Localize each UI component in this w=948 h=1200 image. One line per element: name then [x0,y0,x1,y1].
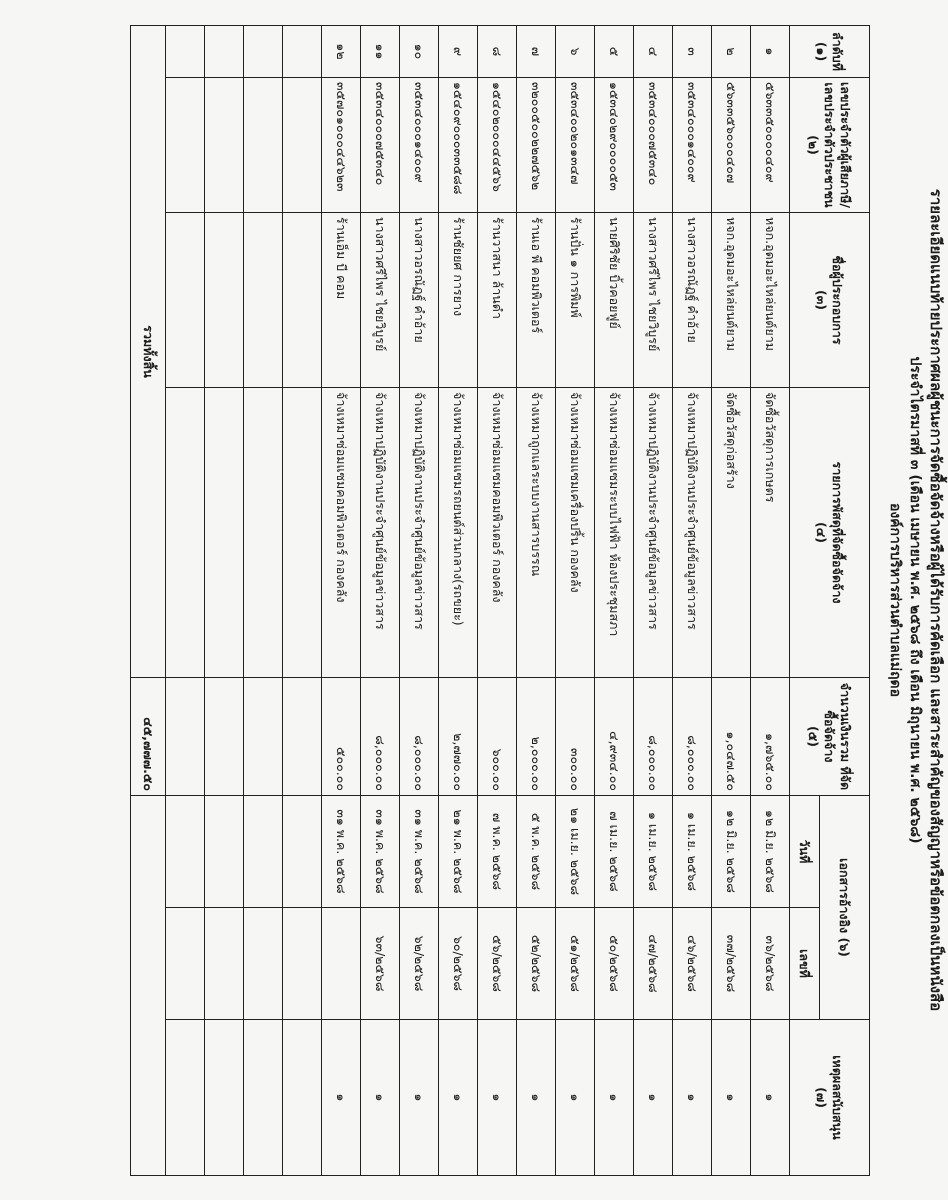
table-row [322,26,361,1176]
blank-cell [166,1020,205,1176]
cell-date: ๑ เม.ย. ๒๕๖๘ [634,796,673,908]
document-subtitle-org: องค์การบริหารส่วนตำบลแม่ฤดอ [887,502,903,698]
cell-seq: ๙ [439,26,478,78]
cell-item: จ้างเหมาปฏิบัติงานประจำศูนย์ข้อมูลข่าวสาร [634,388,673,678]
blank-cell [166,678,205,796]
cell-reason: ๑ [439,1020,478,1176]
table-row [439,26,478,1176]
cell-taxid: ๕๖๓๓๕๐๐๐๐๔๐๙ [751,78,790,213]
table-row [595,26,634,1176]
total-amount: ๔๕,๗๗๗.๕๐ [131,678,166,796]
cell-amount: ๑,๐๔๗.๕๐ [712,678,751,796]
cell-no: ๔๗/๒๕๖๘ [634,908,673,1020]
blank-cell [205,908,244,1020]
cell-date: ๑๒ มิ.ย. ๒๕๖๘ [712,796,751,908]
blank-cell [244,796,283,908]
cell-name: ร้านเอ พี คอมพิวเตอร์ [517,213,556,388]
cell-seq: ๒ [712,26,751,78]
cell-reason: ๑ [517,1020,556,1176]
blank-cell [205,796,244,908]
blank-row [283,26,322,1176]
cell-name: นางสาวอรณัฏฐ์ คำอ้าย [400,213,439,388]
cell-amount: ๒,๗๗๐.๐๐ [439,678,478,796]
cell-seq: ๑๐ [400,26,439,78]
cell-taxid: ๓๒๐๐๕๐๐๒๒๗๕๖๒ [517,78,556,213]
cell-taxid: ๓๕๓๔๐๐๐๑๔๐๐๙ [400,78,439,213]
cell-no [322,908,361,1020]
cell-taxid: ๕๖๓๓๕๖๐๐๐๔๐๗ [712,78,751,213]
cell-date: ๗ เม.ย. ๒๕๖๘ [595,796,634,908]
table-row [673,26,712,1176]
cell-name: หจก.อุดมอะไหล่ยนต์ยาม [751,213,790,388]
cell-taxid: ๑๕๓๔๐๒๙๐๐๐๐๕๓ [595,78,634,213]
cell-seq: ๕ [595,26,634,78]
cell-name: หจก.อุดมอะไหล่ยนต์ยาม [712,213,751,388]
blank-row [166,26,205,1176]
procurement-table [130,25,870,1176]
cell-no: ๖๒/๒๕๖๘ [400,908,439,1020]
cell-taxid: ๓๕๓๔๐๐๐๗๕๓๔๐ [361,78,400,213]
blank-cell [283,26,322,78]
header-taxid: เลขประจำตัวผู้เสียภาษี/ เลขประจำตัวประชาชน (๒) [790,78,870,213]
cell-date: ๕ พ.ค. ๒๕๖๘ [517,796,556,908]
cell-item: จ้างเหมาซ่อมแซมรถยนต์ส่วนกลาง(รถขยะ) [439,388,478,678]
table-row [751,26,790,1176]
blank-cell [244,213,283,388]
blank-cell [283,78,322,213]
cell-taxid: ๓๕๓๔๐๐๒๐๑๓๔๗ [556,78,595,213]
cell-amount: ๘,๐๐๐.๐๐ [634,678,673,796]
cell-seq: ๑๑ [361,26,400,78]
blank-cell [205,78,244,213]
cell-name: ร้านชัยยศ การยาง [439,213,478,388]
cell-name: นางสาวอรณัฏฐ์ คำอ้าย [673,213,712,388]
cell-amount: ๔,๙๓๔.๐๐ [595,678,634,796]
cell-date: ๒๑ เม.ย. ๒๕๖๘ [556,796,595,908]
cell-taxid: ๑๕๔๐๒๐๐๐๔๔๕๖๖ [478,78,517,213]
cell-reason: ๑ [712,1020,751,1176]
header-ref: เอกสารอ้างอิง (๖) [820,796,870,1020]
header-seq: ลำดับที่ (๑) [790,26,870,78]
cell-name: ร้านเอ็ม บี คอม [322,213,361,388]
total-empty [131,796,166,1176]
cell-reason: ๑ [361,1020,400,1176]
blank-cell [283,796,322,908]
blank-cell [205,26,244,78]
cell-name: นางสาวศรีไพร ไชยวิบูรย์ [361,213,400,388]
table-row [361,26,400,1176]
blank-row [244,26,283,1176]
total-row [131,26,166,1176]
cell-amount: ๘,๐๐๐.๐๐ [361,678,400,796]
cell-item: จ้างเหมาซ่อมแซมคอมพิวเตอร์ กองคลัง [478,388,517,678]
document-sheet [130,25,945,1175]
cell-no: ๖๐/๒๕๖๘ [439,908,478,1020]
cell-seq: ๑ [751,26,790,78]
cell-name: นายศิริชัย บิ้วคอยฟูย์ [595,213,634,388]
cell-item: จ้างเหมาถูกแลระบบงานสารบรรณ [517,388,556,678]
blank-cell [205,678,244,796]
blank-cell [283,1020,322,1176]
table-row [478,26,517,1176]
cell-amount: ๘,๐๐๐.๐๐ [673,678,712,796]
cell-name: ร้านวาสนา ล้านดำ [478,213,517,388]
header-no: เลขที่ [790,908,820,1020]
cell-item: จ้างเหมาปฏิบัติงานประจำศูนย์ข้อมูลข่าวสาร [400,388,439,678]
cell-taxid: ๓๕๓๔๐๐๐๑๔๐๐๙ [673,78,712,213]
cell-reason: ๑ [478,1020,517,1176]
blank-cell [244,908,283,1020]
cell-no: ๔๖/๒๕๖๘ [673,908,712,1020]
blank-cell [205,388,244,678]
blank-row [205,26,244,1176]
header-name: ชื่อผู้ประกอบการ (๓) [790,213,870,388]
blank-cell [283,213,322,388]
table-row [712,26,751,1176]
blank-cell [244,26,283,78]
cell-date: ๓๑ พ.ค. ๒๕๖๘ [400,796,439,908]
cell-seq: ๖ [556,26,595,78]
cell-date: ๑ เม.ย. ๒๕๖๘ [673,796,712,908]
cell-date: ๒๑ พ.ค. ๒๕๖๘ [439,796,478,908]
cell-taxid: ๓๕๗๐๑๐๐๐๔๔๖๒๓ [322,78,361,213]
cell-no: ๓๖/๒๕๖๘ [751,908,790,1020]
cell-taxid: ๑๕๔๐๙๐๐๐๓๓๕๘๘ [439,78,478,213]
cell-no: ๓๗/๒๕๖๘ [712,908,751,1020]
blank-cell [166,796,205,908]
blank-cell [283,678,322,796]
cell-seq: ๓ [673,26,712,78]
blank-cell [244,678,283,796]
blank-cell [244,78,283,213]
blank-cell [166,388,205,678]
cell-date: ๑๒ มิ.ย. ๒๕๖๘ [751,796,790,908]
blank-cell [166,26,205,78]
cell-seq: ๗ [517,26,556,78]
cell-item: จ้างเหมาซ่อมแซมระบบไฟฟ้า ห้องประชุมสภา [595,388,634,678]
blank-cell [166,78,205,213]
blank-cell [244,1020,283,1176]
blank-cell [283,908,322,1020]
header-amount: จำนวนเงินรวม ที่จัดซื้อจัดจ้าง (๕) [790,678,870,796]
cell-amount: ๑,๗๖๕.๐๐ [751,678,790,796]
cell-amount: ๓๐๐.๐๐ [556,678,595,796]
cell-no: ๕๖/๒๕๖๘ [478,908,517,1020]
cell-reason: ๑ [634,1020,673,1176]
cell-item: จัดซื้อวัสดุการเกษตร [751,388,790,678]
table-row [634,26,673,1176]
table-row [517,26,556,1176]
header-date: วันที่ [790,796,820,908]
cell-reason: ๑ [595,1020,634,1176]
cell-item: จัดซื้อวัสดุก่อสร้าง [712,388,751,678]
document-subtitle-quarter: ประจำไตรมาสที่ ๓ (เดือน เมษายน พ.ศ. ๒๕๖๘ ถึง เดือน มิถุนายน พ.ศ. ๒๕๖๘) [907,356,923,844]
blank-cell [166,213,205,388]
cell-amount: ๘,๐๐๐.๐๐ [400,678,439,796]
header-item: รายการพัสดุที่จัดซื้อจัดจ้าง (๔) [790,388,870,678]
document-title: รายละเอียดแนบท้ายประกาศผลผู้ชนะการจัดซื้อจัดจ้างหรือผู้ได้รับการคัดเลือก และสาระสำคัญของสัญญาหรือข้อตกลงเป็นหนังสือ [927,188,945,1012]
table-row [400,26,439,1176]
cell-reason: ๑ [556,1020,595,1176]
blank-cell [244,388,283,678]
table-row [556,26,595,1176]
cell-no: ๕๐/๒๕๖๘ [595,908,634,1020]
total-label: รวมทั้งสิ้น [131,26,166,678]
cell-reason: ๑ [751,1020,790,1176]
cell-date: ๗ พ.ค. ๒๕๖๘ [478,796,517,908]
cell-no: ๕๑/๒๕๖๘ [556,908,595,1020]
blank-cell [283,388,322,678]
cell-item: จ้างเหมาซ่อมแซมคอมพิวเตอร์ กองคลัง [322,388,361,678]
cell-seq: ๑๒ [322,26,361,78]
cell-name: นางสาวศรีไพร ไชยวิบูรย์ [634,213,673,388]
cell-seq: ๘ [478,26,517,78]
cell-name: ร้านปั่น ๑ การพิมพ์ [556,213,595,388]
cell-no: ๕๒/๒๕๖๘ [517,908,556,1020]
cell-taxid: ๓๕๓๔๐๐๐๗๕๓๔๐ [634,78,673,213]
blank-cell [166,908,205,1020]
cell-date: ๓๑ พ.ค. ๒๕๖๘ [361,796,400,908]
blank-cell [205,1020,244,1176]
cell-date: ๓๑ พ.ค. ๒๕๖๘ [322,796,361,908]
blank-cell [205,213,244,388]
cell-reason: ๑ [400,1020,439,1176]
cell-amount: ๖๐๐.๐๐ [478,678,517,796]
cell-reason: ๑ [673,1020,712,1176]
cell-item: จ้างเหมาปฏิบัติงานประจำศูนย์ข้อมูลข่าวสาร [673,388,712,678]
header-reason: เหตุผลสนับสนุน (๗) [790,1020,870,1176]
cell-amount: ๕๐๐.๐๐ [322,678,361,796]
cell-no: ๖๓/๒๕๖๘ [361,908,400,1020]
cell-amount: ๒,๐๐๐.๐๐ [517,678,556,796]
cell-item: จ้างเหมาซ่อมแซมเครื่องปริ้น กองคลัง [556,388,595,678]
cell-seq: ๔ [634,26,673,78]
cell-item: จ้างเหมาปฏิบัติงานประจำศูนย์ข้อมูลข่าวสาร [361,388,400,678]
cell-reason: ๑ [322,1020,361,1176]
